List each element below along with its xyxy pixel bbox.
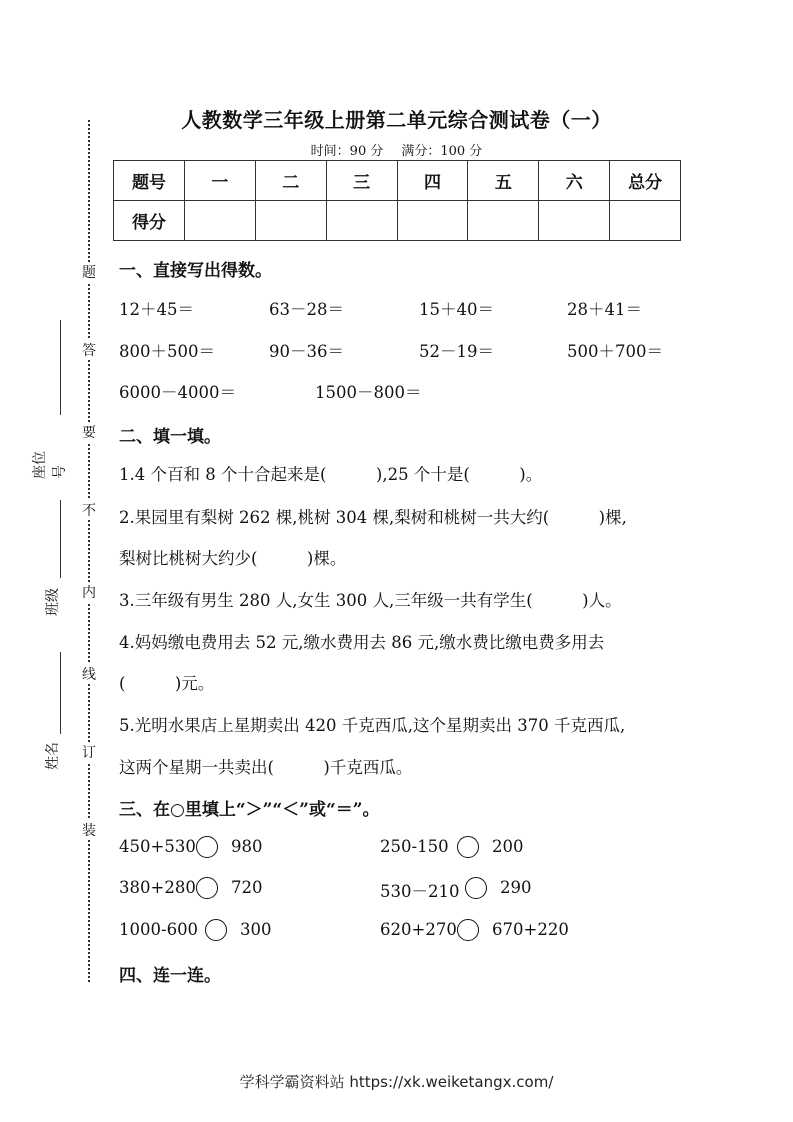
- fill-line: 2.果园里有梨树 262 棵,桃树 304 棵,梨树和桃树一共大约( )棵,: [119, 508, 627, 527]
- score-header-cell: 六: [539, 161, 610, 201]
- calc-item: 12＋45＝: [119, 300, 194, 319]
- name-blank[interactable]: [60, 652, 61, 734]
- compare-left: 1000-600: [119, 920, 199, 939]
- calc-item: 15＋40＝: [419, 300, 494, 319]
- calc-item: 52－19＝: [419, 342, 494, 361]
- section2-heading: 二、填一填。: [119, 427, 221, 447]
- fill-line: ( )元。: [119, 674, 215, 693]
- section3-heading: 三、在○里填上“＞”“＜”或“＝”。: [119, 800, 380, 820]
- calc-item: 500＋700＝: [567, 342, 663, 361]
- fill-line: 梨树比桃树大约少( )棵。: [119, 549, 347, 568]
- fill-line: 3.三年级有男生 280 人,女生 300 人,三年级一共有学生( )人。: [119, 591, 622, 610]
- score-cell[interactable]: [539, 201, 610, 241]
- exam-meta: [0, 140, 793, 159]
- compare-circle[interactable]: [457, 836, 479, 858]
- compare-left: 530－210: [380, 882, 460, 901]
- compare-circle[interactable]: [465, 877, 487, 899]
- score-row-label: 得分: [114, 201, 185, 241]
- score-table-score-row: [114, 201, 681, 241]
- score-header-cell: 四: [397, 161, 468, 201]
- compare-right: 200: [492, 837, 524, 856]
- binding-char: 题: [81, 262, 97, 282]
- time-limit: 时间：90 分: [310, 144, 384, 159]
- score-cell[interactable]: [610, 201, 681, 241]
- binding-char: 线: [81, 664, 97, 684]
- score-header-cell: 总分: [610, 161, 681, 201]
- page-title: 人教数学三年级上册第二单元综合测试卷（一）: [181, 108, 612, 132]
- compare-right: 670+220: [492, 920, 569, 939]
- compare-circle[interactable]: [196, 877, 218, 899]
- score-cell[interactable]: [468, 201, 539, 241]
- full-score: 满分：100 分: [401, 144, 483, 159]
- compare-right: 720: [231, 878, 263, 897]
- score-header-cell: 三: [326, 161, 397, 201]
- footer-watermark: 学科学霸资料站 https://xk.weiketangx.com/: [239, 1073, 554, 1091]
- score-header-cell: 二: [255, 161, 326, 201]
- calc-item: 63－28＝: [269, 300, 344, 319]
- binding-char: 内: [81, 582, 97, 602]
- seat-number-blank[interactable]: [60, 320, 61, 415]
- compare-left: 250-150: [380, 837, 449, 856]
- section1-heading: 一、直接写出得数。: [119, 261, 272, 281]
- score-cell[interactable]: [397, 201, 468, 241]
- fill-line: 1.4 个百和 8 个十合起来是( ),25 个十是( )。: [119, 465, 543, 484]
- score-header-cell: 五: [468, 161, 539, 201]
- binding-char: 要: [81, 422, 97, 442]
- compare-left: 620+270: [380, 920, 457, 939]
- class-label: 班级: [45, 588, 61, 616]
- calc-item: 6000－4000＝: [119, 383, 236, 402]
- binding-char: 答: [81, 340, 97, 360]
- compare-circle[interactable]: [196, 836, 218, 858]
- binding-char: 不: [81, 500, 97, 520]
- seat-number-label: 座位号: [32, 451, 68, 479]
- binding-char: 订: [81, 742, 97, 762]
- binding-dotted-line: [88, 120, 90, 982]
- calc-item: 800＋500＝: [119, 342, 215, 361]
- score-header-cell: 题号: [114, 161, 185, 201]
- score-cell[interactable]: [184, 201, 255, 241]
- compare-circle[interactable]: [457, 919, 479, 941]
- fill-line: 5.光明水果店上星期卖出 420 千克西瓜,这个星期卖出 370 千克西瓜,: [119, 716, 626, 735]
- class-blank[interactable]: [60, 500, 61, 578]
- score-table: [113, 160, 681, 241]
- compare-right: 300: [240, 920, 272, 939]
- section4-heading: 四、连一连。: [119, 966, 221, 986]
- compare-right: 980: [231, 837, 263, 856]
- fill-line: 4.妈妈缴电费用去 52 元,缴水费用去 86 元,缴水费比缴电费多用去: [119, 633, 605, 652]
- name-label: 姓名: [45, 742, 61, 770]
- score-header-cell: 一: [184, 161, 255, 201]
- compare-circle[interactable]: [205, 919, 227, 941]
- score-table-header-row: [114, 161, 681, 201]
- compare-left: 380+280: [119, 878, 196, 897]
- binding-char: 装: [81, 820, 97, 840]
- score-cell[interactable]: [326, 201, 397, 241]
- calc-item: 28＋41＝: [567, 300, 642, 319]
- fill-line: 这两个星期一共卖出( )千克西瓜。: [119, 758, 413, 777]
- calc-item: 1500－800＝: [315, 383, 422, 402]
- score-cell[interactable]: [255, 201, 326, 241]
- compare-right: 290: [500, 878, 532, 897]
- compare-left: 450+530: [119, 837, 196, 856]
- calc-item: 90－36＝: [269, 342, 344, 361]
